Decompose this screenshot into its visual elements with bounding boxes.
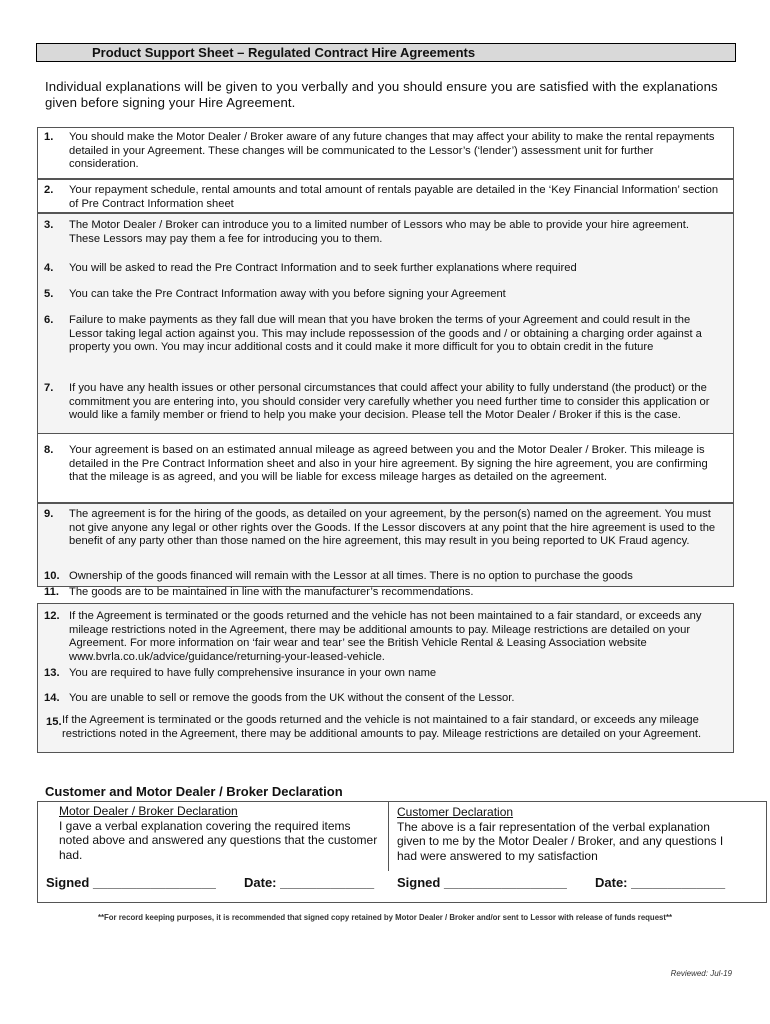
- item-text: You will be asked to read the Pre Contract Information and to seek further explanations where required: [69, 262, 577, 274]
- item-number: 12.: [44, 610, 60, 622]
- dealer-declaration-title: Motor Dealer / Broker Declaration: [59, 804, 238, 818]
- item-number: 11.: [44, 586, 59, 598]
- customer-declaration: [397, 805, 737, 863]
- declaration-heading: Customer and Motor Dealer / Broker Declaration: [45, 784, 343, 799]
- item-text: Your agreement is based on an estimated annual mileage as agreed between you and the Motor Dealer / Broker. This mileage is detailed in the Pre Contract Information sheet and also in your hire agreement. By signing the hire agreement, you are confirming that the mileage is as agreed, and you will be liable for excess mileage harges as detailed on the agreement.: [69, 444, 708, 483]
- dealer-declaration-text: I gave a verbal explanation covering the required items noted above and answered any questions that the customer had.: [59, 818, 378, 862]
- dealer-signed-field[interactable]: Signed _________________: [46, 875, 216, 890]
- customer-declaration-text: The above is a fair representation of the verbal explanation given to me by the Motor Dealer / Broker, and any questions I had were answered to my satisfaction: [397, 819, 724, 863]
- item-text: If the Agreement is terminated or the goods returned and the vehicle has not been maintained to a fair standard, or exceeds any mileage restrictions noted in the Agreement, there may be additional amounts to pay. Mileage restrictions are detailed on your Agreement. For more information on ‘fair wear and tear’ see the British Vehicle Rental & Leasing Association website www.bvrla.co.uk/advice/guidance/returning-your-leased-vehicle.: [69, 610, 702, 663]
- page-title: Product Support Sheet – Regulated Contract Hire Agreements: [92, 45, 476, 60]
- item-number: 6.: [44, 314, 54, 326]
- footnote: **For record keeping purposes, it is recommended that signed copy retained by Motor Dealer / Broker and/or sent to Lessor with release of funds request**: [97, 913, 673, 922]
- item-text: The agreement is for the hiring of the goods, as detailed on your agreement, by the person(s) named on the agreement. You must not give anyone any legal or other rights over the Goods. If the Lessor discovers at any point that the hire agreement is used to the benefit of any party other than those named on the hire agreement, this may result in you being reported to UK Fraud agency.: [69, 508, 716, 547]
- item-text: You can take the Pre Contract Information away with you before signing your Agreement: [69, 288, 506, 300]
- item-text: Ownership of the goods financed will remain with the Lessor at all times. There is no option to purchase the goods: [69, 570, 633, 582]
- item-number: 8.: [44, 444, 54, 456]
- item-number: 10.: [44, 570, 60, 582]
- item-text: Your repayment schedule, rental amounts and total amount of rentals payable are detailed in the ‘Key Financial Information’ section of Pre Contract Information sheet: [69, 184, 719, 210]
- item-number: 2.: [44, 184, 54, 196]
- item-number: 4.: [44, 262, 54, 274]
- item-number: 15.: [46, 716, 62, 728]
- customer-signed-field[interactable]: Signed _________________: [397, 875, 567, 890]
- item-number: 5.: [44, 288, 54, 300]
- item-number: 9.: [44, 508, 54, 520]
- item-text: You are unable to sell or remove the goods from the UK without the consent of the Lessor.: [69, 692, 515, 704]
- dealer-date-field[interactable]: Date: _____________: [244, 875, 375, 890]
- reviewed-date: Reviewed: Jul-19: [670, 969, 732, 978]
- item-text: If the Agreement is terminated or the goods returned and the vehicle is not maintained to a fair standard, or exceeds any mileage restrictions noted in the Agreement, there may be additional amounts to pay. Mileage restrictions are detailed on your Agreement.: [62, 714, 702, 740]
- item-text: Failure to make payments as they fall due will mean that you have broken the terms of your Agreement and could result in the Lessor taking legal action against you. This may include repossession of the goods and / or obtaining a charging order against a property you own. You may incur additional costs and it could make it more difficult for you to obtain credit in the future: [69, 314, 702, 353]
- item-number: 13.: [44, 667, 60, 679]
- item-number: 14.: [44, 692, 60, 704]
- item-text: If you have any health issues or other personal circumstances that could affect your ability to fully understand (the product) or the commitment you are entering into, you should consider very carefully whether you need further time to consider this application or would like a family member or friend to help you make your decision. Please tell the Motor Dealer / Broker if this is the case.: [69, 382, 710, 421]
- item-text: The Motor Dealer / Broker can introduce you to a limited number of Lessors who may be able to provide your hire agreement. These Lessors may pay them a fee for introducing you to them.: [69, 219, 689, 245]
- item-number: 1.: [44, 131, 54, 143]
- intro-text: Individual explanations will be given to you verbally and you should ensure you are satisfied with the explanations given before signing your Hire Agreement.: [45, 79, 718, 110]
- declaration-divider: [388, 801, 389, 871]
- customer-declaration-title: Customer Declaration: [397, 805, 514, 819]
- item-number: 3.: [44, 219, 54, 231]
- item-number: 7.: [44, 382, 54, 394]
- dealer-declaration: [59, 804, 379, 862]
- title-bar: [36, 43, 736, 62]
- item-text: The goods are to be maintained in line with the manufacturer’s recommendations.: [69, 586, 474, 598]
- item-text: You are required to have fully comprehensive insurance in your own name: [69, 667, 437, 679]
- customer-date-field[interactable]: Date: _____________: [595, 875, 726, 890]
- item-text: You should make the Motor Dealer / Broker aware of any future changes that may affect your ability to make the rental repayments detailed in your Agreement. These changes will be communicated to the Lessor’s (‘lender’) assessment unit for further consideration.: [69, 131, 715, 170]
